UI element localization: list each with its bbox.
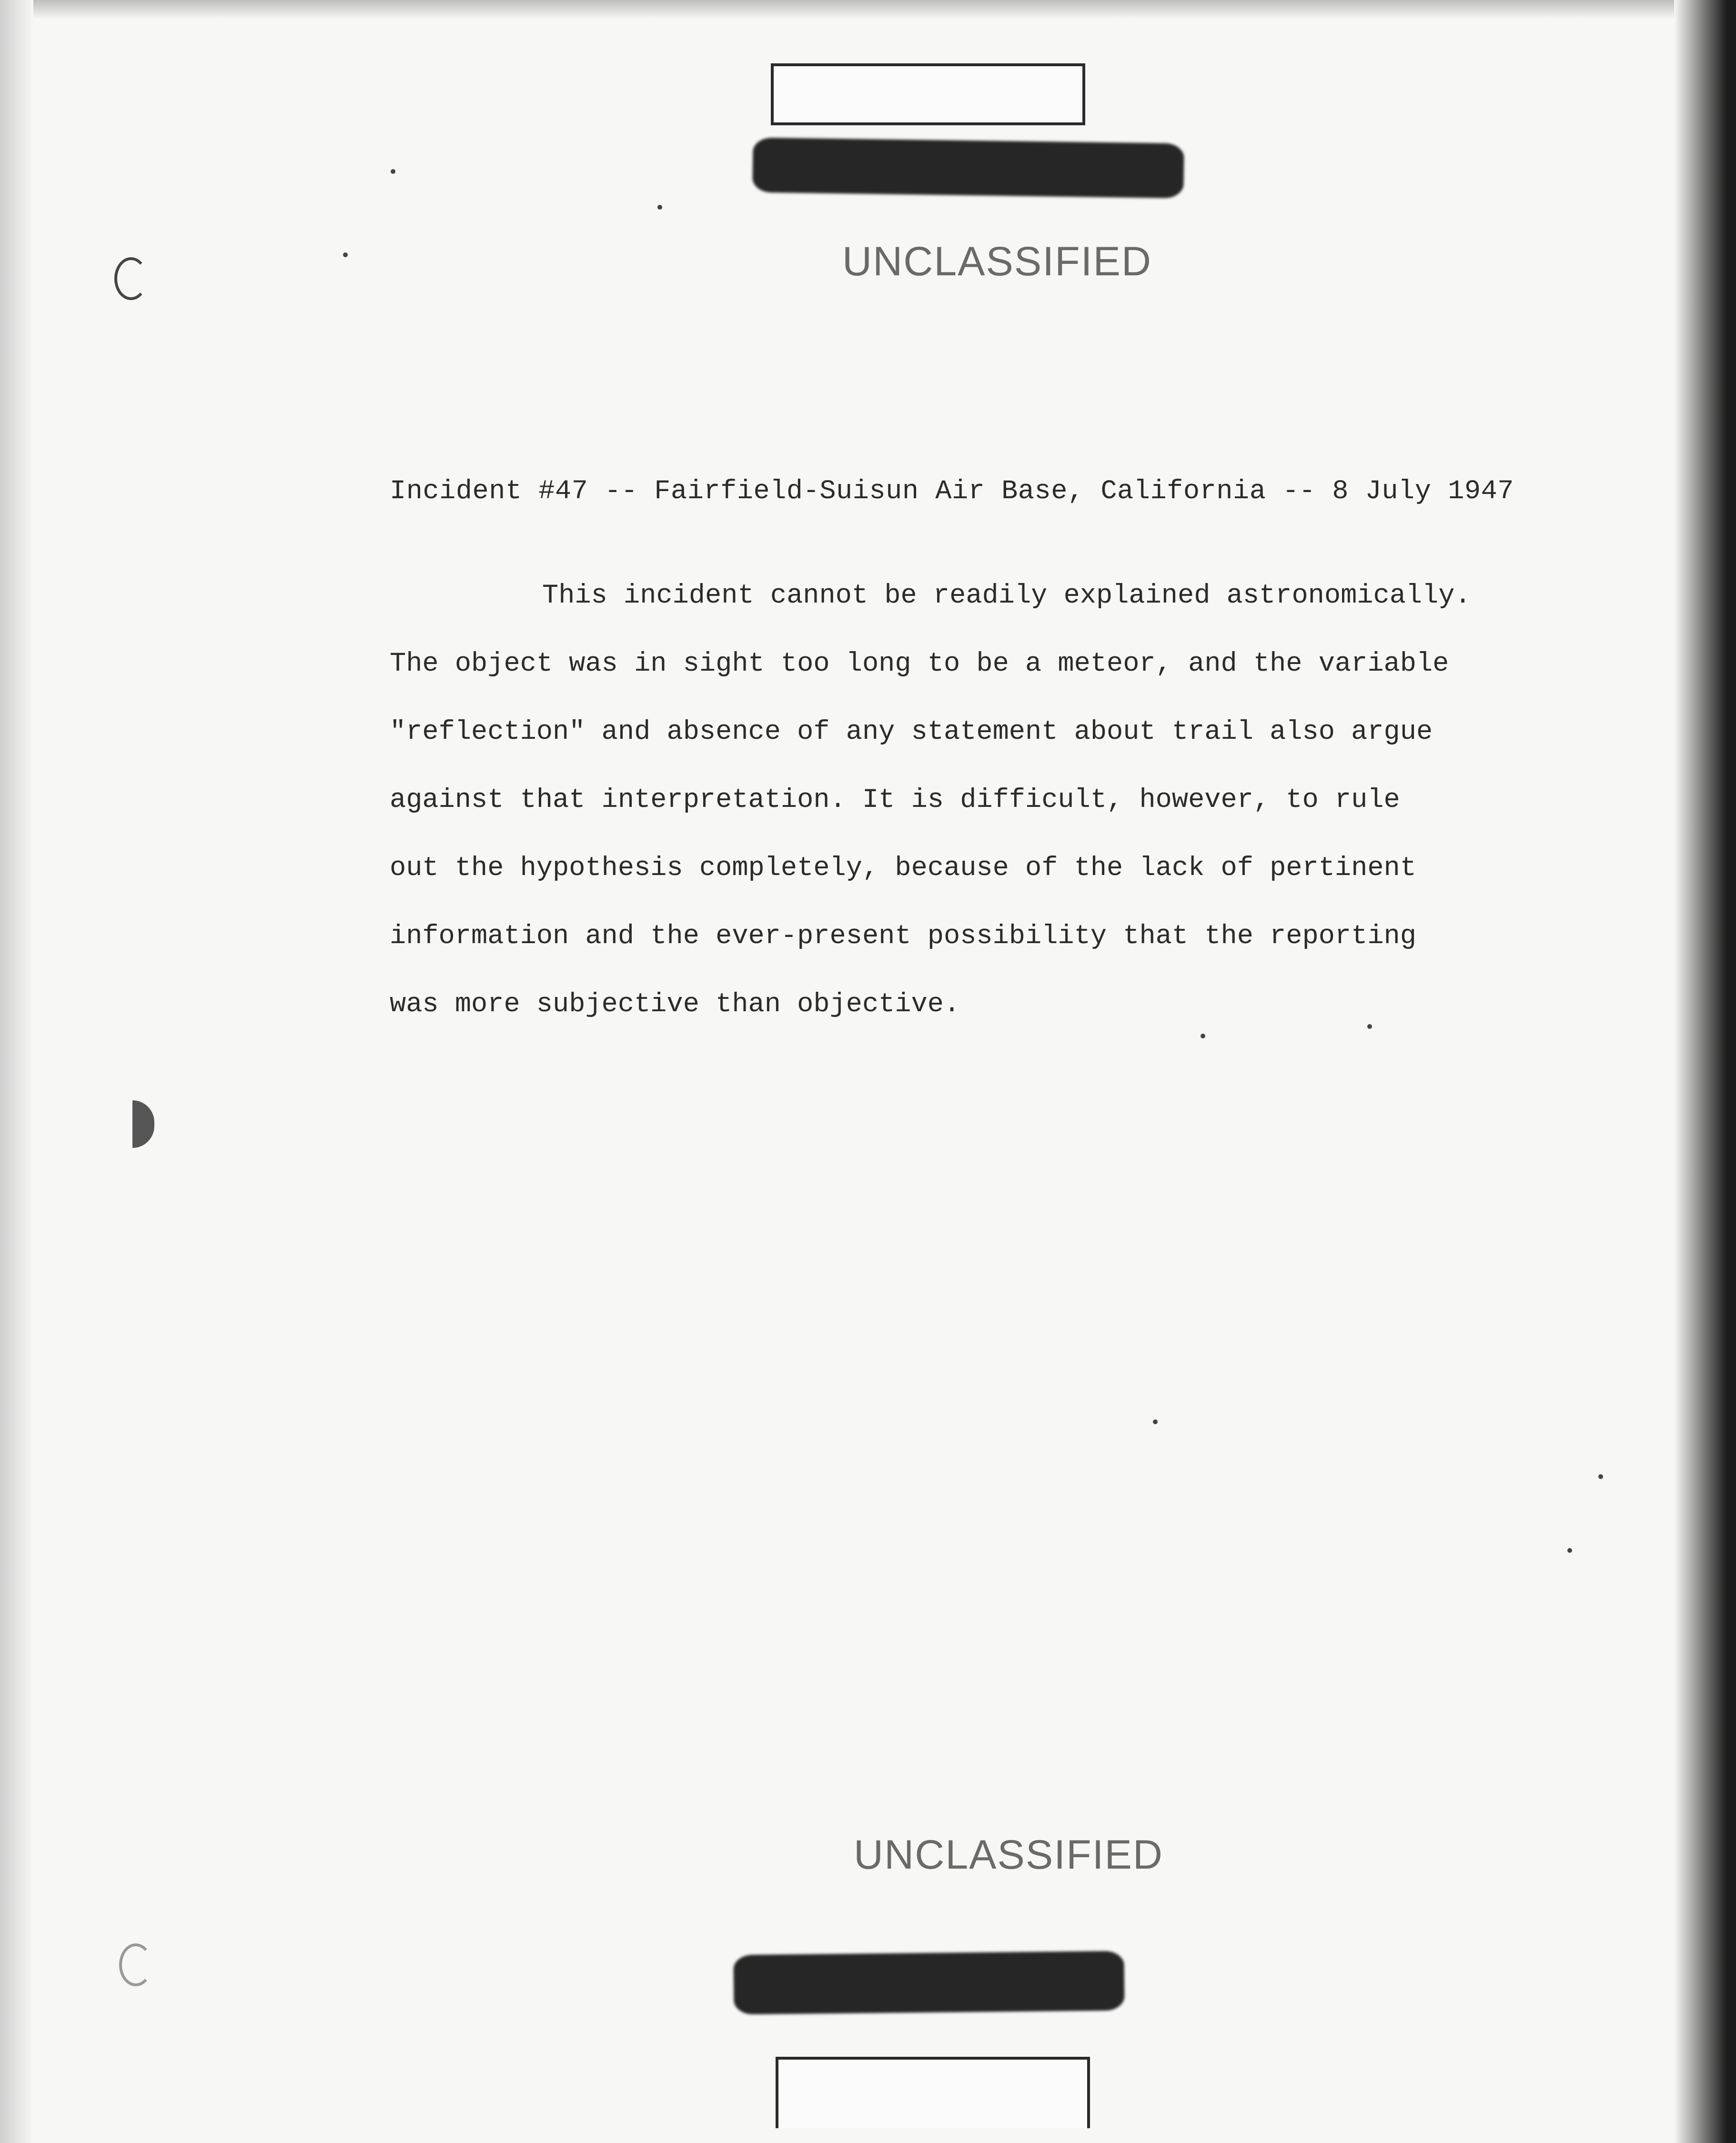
scan-edge-right <box>1674 0 1736 2143</box>
body-line: against that interpretation. It is difficult, however, to rule <box>390 785 1400 815</box>
bottom-redaction-bar <box>733 1951 1124 2015</box>
scan-speck <box>1201 1034 1205 1038</box>
header-stamp: UNCLASSIFIED <box>842 239 1152 284</box>
body-line: This incident cannot be readily explained astronomically. <box>542 581 1471 611</box>
body-line: The object was in sight too long to be a meteor, and the variable <box>390 649 1449 679</box>
scan-speck <box>1367 1024 1372 1029</box>
scan-speck <box>1598 1474 1603 1479</box>
body-line: information and the ever-present possibility that the reporting <box>390 921 1416 952</box>
scan-edge-top <box>0 0 1736 19</box>
scan-speck <box>1153 1419 1158 1424</box>
scan-edge-left <box>0 0 33 2143</box>
top-redaction-bar <box>752 138 1184 199</box>
body-line: was more subjective than objective. <box>390 989 960 1020</box>
body-paragraph <box>390 579 1504 1056</box>
body-line: out the hypothesis completely, because of the lack of pertinent <box>390 853 1416 884</box>
scan-speck <box>657 205 662 210</box>
scan-speck <box>1567 1548 1572 1553</box>
scan-speck <box>343 252 348 257</box>
body-line: "reflection" and absence of any statement about trail also argue <box>390 717 1433 747</box>
bottom-classification-box <box>776 2057 1090 2128</box>
footer-stamp: UNCLASSIFIED <box>854 1832 1164 1878</box>
scan-speck <box>391 169 395 174</box>
incident-heading: Incident #47 -- Fairfield-Suisun Air Base, California -- 8 July 1947 <box>390 476 1514 507</box>
top-classification-box <box>771 63 1085 125</box>
punch-hole-mark <box>132 1100 154 1148</box>
punch-hole-mark <box>119 1943 152 1986</box>
punch-hole-mark <box>114 257 148 300</box>
